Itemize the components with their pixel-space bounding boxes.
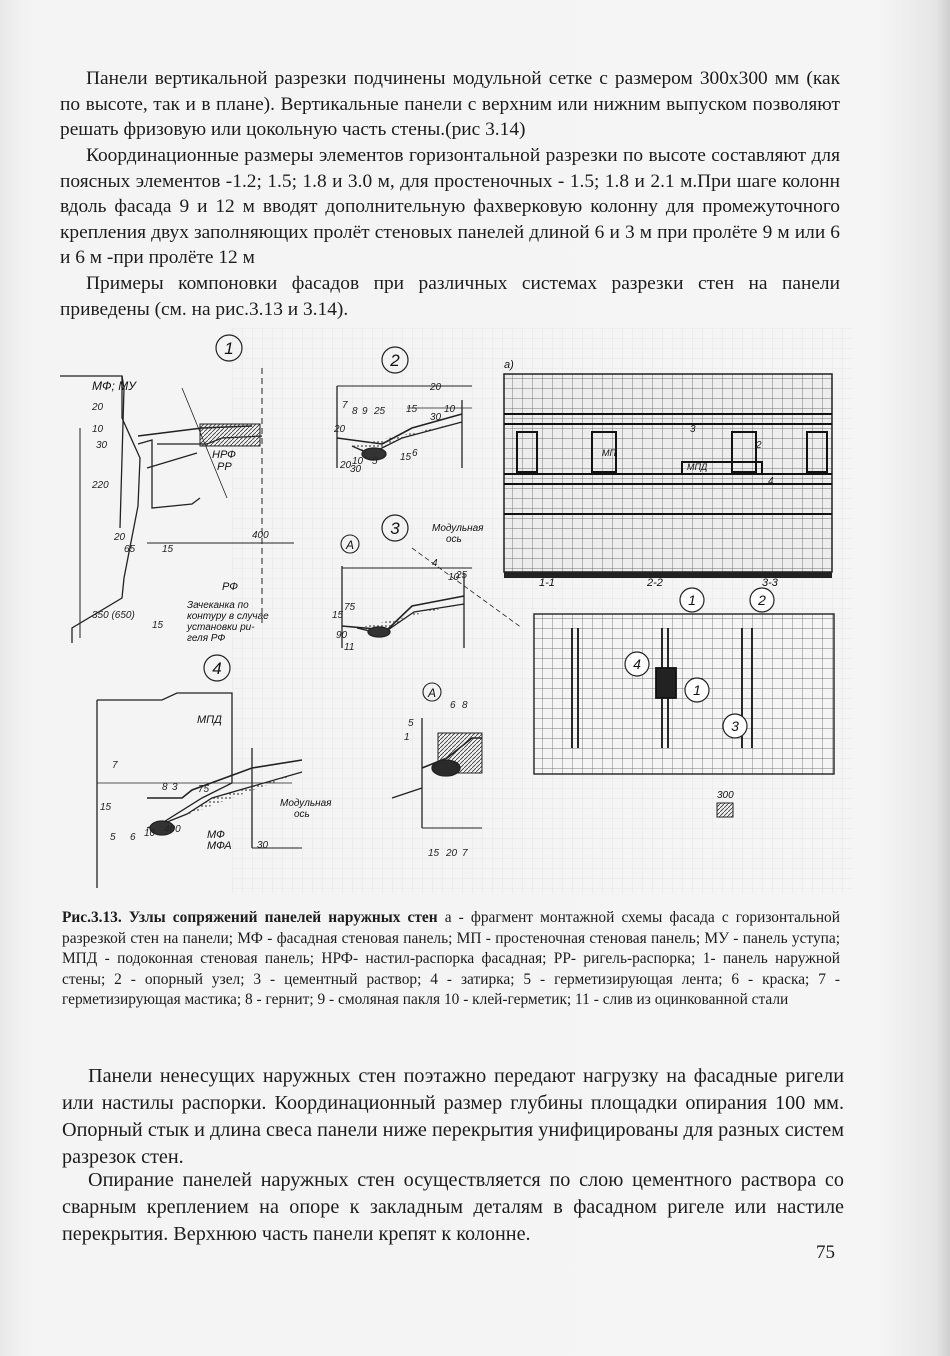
- dimension-label: 25: [456, 570, 468, 581]
- dimension-label: 15: [406, 404, 418, 415]
- label-mp: МП: [602, 448, 617, 458]
- node-a-label-1: А: [345, 538, 355, 552]
- dimension-label: 4: [432, 558, 438, 569]
- figure-caption: [62, 908, 840, 1011]
- paragraph-coordination-sizes: Координационные размеры элементов горизонтальной разрезки по высоте составляют для поясных элементов -1.2; 1.5; 1.8 и 3.0 м, для простеночных - 1.5; 1.8 и 2.1 м.При шаге колонн вдоль фасада 9 и 12 м вводят дополнительную фахверковую колонну для промежуточного крепления двух заполняющих пролёт стеновых панелей длиной 6 и 3 м при пролёте 9 м или 6 и 6 м -при пролёте 12 м: [60, 145, 840, 268]
- dimension-label: 7: [112, 760, 118, 771]
- mod-axis-2-line-2: ось: [446, 534, 462, 545]
- label-mfa: МФА: [207, 840, 232, 852]
- dimension-label: 10: [448, 572, 460, 583]
- note-line-2: контуру в случае: [187, 611, 269, 622]
- dimension-label: 75: [198, 784, 210, 795]
- node-3-label: 3: [390, 519, 400, 538]
- dimension-label: 30: [257, 840, 269, 851]
- label-nrf: НРФ: [212, 449, 236, 461]
- label-part-a: а): [504, 359, 514, 371]
- dimension-label: 3: [172, 782, 178, 793]
- page-number: 75: [816, 1242, 835, 1263]
- dimension-label: 350 (650): [92, 610, 135, 621]
- figure-3-13: [52, 328, 852, 893]
- dimension-label: 20: [92, 402, 104, 413]
- dimension-label: 20: [340, 460, 352, 471]
- label-section-3-3: 3-3: [762, 577, 778, 589]
- dimension-label: 15: [332, 610, 344, 621]
- dimension-label: 25: [374, 406, 386, 417]
- callout-3-label: 3: [731, 718, 739, 734]
- dimension-label: 7: [342, 400, 348, 411]
- dimension-label: 5: [110, 832, 116, 843]
- scale-mark: [717, 803, 733, 817]
- label-section-1-1: 1-1: [539, 577, 555, 589]
- label-rf: РФ: [222, 581, 238, 593]
- dimension-label: 1: [404, 732, 410, 743]
- callout-2-label: 2: [758, 592, 766, 608]
- dimension-label: 6: [130, 832, 136, 843]
- dimension-label: 10: [444, 404, 456, 415]
- dimension-label: 9: [362, 406, 368, 417]
- dimension-label: 400: [252, 530, 269, 541]
- node-4-label: 4: [212, 659, 222, 678]
- dimension-label: 75: [344, 602, 356, 613]
- dimension-label: 20: [430, 382, 442, 393]
- dimension-label: 20: [334, 424, 346, 435]
- dimension-label: 10: [144, 828, 156, 839]
- label-section-2-2: 2-2: [647, 577, 663, 589]
- mod-axis-2-line-1: Модульная: [432, 523, 484, 534]
- dimension-label: 20: [446, 848, 458, 859]
- dimension-label: 5: [408, 718, 414, 729]
- node-1-label: 1: [224, 339, 234, 358]
- dimension-label: 10: [92, 424, 104, 435]
- dimension-label: 8: [162, 782, 168, 793]
- facade-scheme: [504, 374, 832, 578]
- dimension-label: 20: [114, 532, 126, 543]
- dimension-label: 7: [462, 848, 468, 859]
- dimension-label: 6: [412, 448, 418, 459]
- label-rr: РР: [217, 461, 232, 473]
- dimension-label: 90: [336, 630, 348, 641]
- dimension-label: 30: [430, 412, 442, 423]
- dimension-label: 15: [100, 802, 112, 813]
- dimension-label: 5: [372, 456, 378, 467]
- note-line-1: Зачеканка по: [187, 600, 249, 611]
- mod-axis-1-line-2: ось: [294, 809, 310, 820]
- dimension-label: 4: [768, 476, 774, 487]
- label-mf-mu: МФ; МУ: [92, 379, 136, 393]
- joint-details-drawing: [52, 328, 852, 893]
- label-scale-300: 300: [717, 790, 734, 801]
- caption-text: а - фрагмент монтажной схемы фасада с горизонтальной разрезкой стен на панели; МФ - фасадная стеновая панель; МП - простеночная стеновая панель; МУ - панель уступа; МПД - подоконная стеновая панель; НРФ- настил-распорка фасадная; РР- ригель-распорка; 1- панель наружной стены; 2 - опорный узел; 3 - цементный раствор; 4 - затирка; 5 - герметизирующая лента; 6 - краска; 7 - герметизирующая мастика; 8 - гернит; 9 - смоляная пакля 10 - клей-герметик; 11 - слив из оцинкованной стали: [62, 909, 840, 1009]
- dimension-label: 15: [152, 620, 164, 631]
- note-line-3: установки ри-: [187, 622, 255, 633]
- callout-1-lower-label: 1: [693, 682, 701, 698]
- dimension-label: 3: [690, 424, 696, 435]
- label-mpd-2: МПД: [687, 462, 708, 472]
- node-2-label: 2: [390, 351, 400, 370]
- paragraph-facade-examples: Примеры компоновки фасадов при различных системах разрезки стен на панели приведены (см. на рис.3.13 и 3.14).: [60, 273, 840, 320]
- dimension-label: 10: [352, 456, 364, 467]
- dimension-label: 30: [96, 440, 108, 451]
- note-line-4: геля РФ: [187, 633, 226, 644]
- label-mf: МФ: [207, 829, 225, 841]
- dimension-label: 65: [124, 544, 136, 555]
- dimension-label: 15: [428, 848, 440, 859]
- caption-label: Рис.3.13. Узлы сопряжений панелей наружных стен: [62, 909, 438, 926]
- paragraph-vertical-panels: Панели вертикальной разрезки подчинены модульной сетке с размером 300х300 мм (как по высоте, так и в плане). Вертикальные панели с верхним или нижним выпуском позволяют решать фризовую или цокольную часть стены.(рис 3.14): [60, 68, 840, 140]
- mod-axis-1-line-1: Модульная: [280, 798, 332, 809]
- dimension-label: 11: [344, 642, 355, 653]
- paragraph-panel-support: Опирание панелей наружных стен осуществляется по слою цементного раствора со сварным креплением на опоре к закладным деталям в фасадном ригеле или настиле перекрытия. Верхнюю часть панели крепят к колонне.: [62, 1169, 844, 1245]
- dimension-label: 30: [350, 464, 362, 475]
- callout-4-label: 4: [633, 656, 641, 672]
- dimension-label: 6: [450, 700, 456, 711]
- node-a-label-2: А: [427, 686, 437, 700]
- dimension-label: 220: [92, 480, 109, 491]
- dimension-label: 8: [462, 700, 468, 711]
- dimension-label: 400: [164, 824, 181, 835]
- dimension-label: 2: [756, 440, 762, 451]
- dimension-label: 15: [162, 544, 174, 555]
- label-mpd: МПД: [197, 714, 222, 726]
- dimension-label: 15: [400, 452, 412, 463]
- callout-1-upper-label: 1: [688, 592, 696, 608]
- paragraph-non-bearing-walls: Панели ненесущих наружных стен поэтажно передают нагрузку на фасадные ригели или настилы распорки. Координационный размер глубины площадки опирания 100 мм. Опорный стык и длина свеса панели ниже перекрытия унифицированы для разных систем разрезок стен.: [62, 1065, 844, 1168]
- dimension-label: 8: [352, 406, 358, 417]
